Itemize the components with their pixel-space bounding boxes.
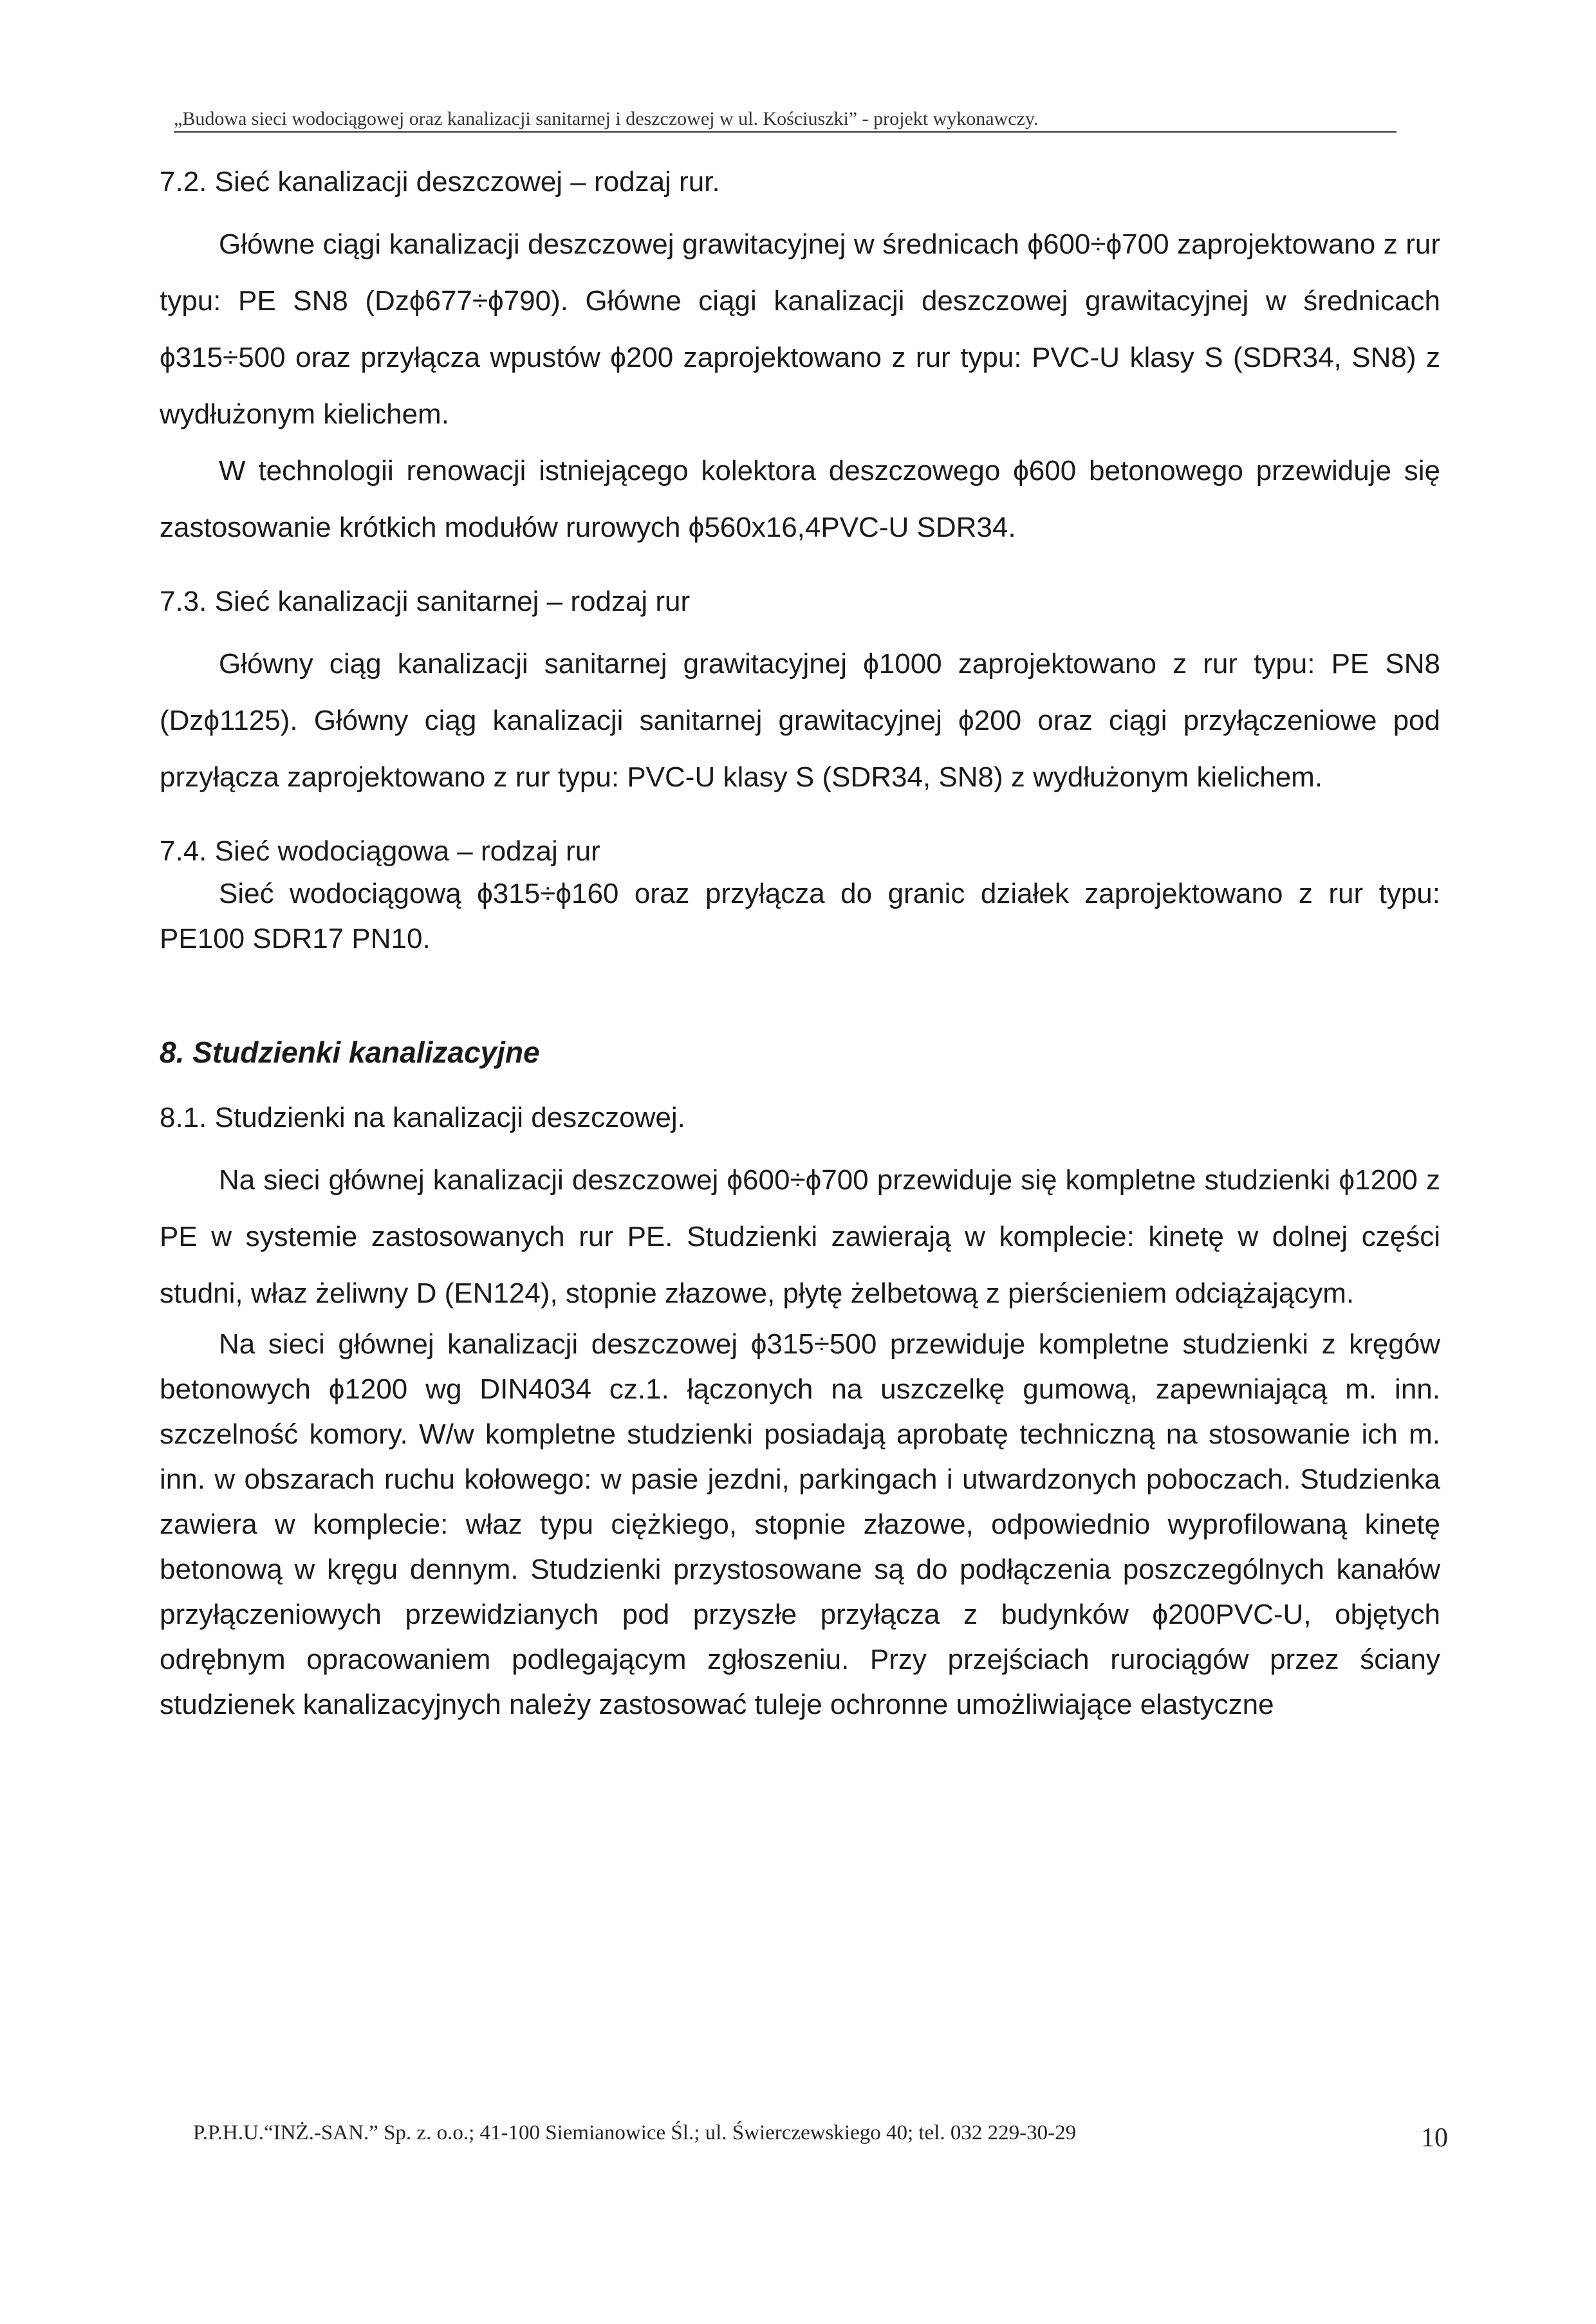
paragraph-7-2-1: Główne ciągi kanalizacji deszczowej grawitacyjnej w średnicach ϕ600÷ϕ700 zaprojektowano z rur typu: PE SN8 (Dzϕ677÷ϕ790). Główne ciągi kanalizacji deszczowej grawitacyjnej w średnicach ϕ315÷500 oraz przyłącza wpustów ϕ200 zaprojektowano z rur typu: PVC-U klasy S (SDR34, SN8) z wydłużonym kielichem. [160,228,1440,430]
paragraph-8-1-1: Na sieci głównej kanalizacji deszczowej ϕ600÷ϕ700 przewiduje się kompletne studzienki ϕ1200 z PE w systemie zastosowanych rur PE. Studzienki zawierają w komplecie: kinetę w dolnej części studni, właz żeliwny D (EN124), stopnie złazowe, płytę żelbetową z pierścieniem odciążającym. [160,1164,1440,1309]
page-footer [193,2121,1448,2153]
page-content [160,162,1440,1727]
paragraph-7-4-1: Sieć wodociągową ϕ315÷ϕ160 oraz przyłącza do granic działek zaprojektowano z rur typu: PE100 SDR17 PN10. [160,878,1440,954]
section-heading-7-3: 7.3. Sieć kanalizacji sanitarnej – rodzaj rur [160,586,691,617]
footer-company-info: P.P.H.U.“INŻ.-SAN.” Sp. z. o.o.; 41-100 Siemianowice Śl.; ul. Świerczewskiego 40; tel. 032 229-30-29 [193,2121,1077,2144]
section-heading-7-2: 7.2. Sieć kanalizacji deszczowej – rodzaj rur. [160,166,720,198]
paragraph-8-1-2: Na sieci głównej kanalizacji deszczowej ϕ315÷500 przewiduje kompletne studzienki z kręgów betonowych ϕ1200 wg DIN4034 cz.1. łączonych na uszczelkę gumową, zapewniającą m. inn. szczelność komory. W/w kompletne studzienki posiadają aprobatę techniczną na stosowanie ich m. inn. w obszarach ruchu kołowego: w pasie jezdni, parkingach i utwardzonych poboczach. Studzienka zawiera w komplecie: właz typu ciężkiego, stopnie złazowe, odpowiednio wyprofilowaną kinetę betonową w kręgu dennym. Studzienki przystosowane są do podłączenia poszczególnych kanałów przyłączeniowych przewidzianych pod przyszłe przyłącza z budynków ϕ200PVC-U, objętych odrębnym opracowaniem podlegającym zgłoszeniu. Przy przejściach rurociągów przez ściany studzienek kanalizacyjnych należy zastosować tuleje ochronne umożliwiające elastyczne [160,1328,1440,1720]
paragraph-7-2-2: W technologii renowacji istniejącego kolektora deszczowego ϕ600 betonowego przewiduje się zastosowanie krótkich modułów rurowych ϕ560x16,4PVC-U SDR34. [160,455,1440,543]
section-heading-7-4: 7.4. Sieć wodociągowa – rodzaj rur [160,835,600,867]
chapter-heading-8: 8. Studzienki kanalizacyjne [160,1036,540,1069]
page-number: 10 [1421,2123,1448,2153]
running-header: „Budowa sieci wodociągowej oraz kanalizacji sanitarnej i deszczowej w ul. Kościuszki” - projekt wykonawczy. [174,108,1396,133]
paragraph-7-3-1: Główny ciąg kanalizacji sanitarnej grawitacyjnej ϕ1000 zaprojektowano z rur typu: PE SN8 (Dzϕ1125). Główny ciąg kanalizacji sanitarnej grawitacyjnej ϕ200 oraz ciągi przyłączeniowe pod przyłącza zaprojektowano z rur typu: PVC-U klasy S (SDR34, SN8) z wydłużonym kielichem. [160,648,1440,793]
section-heading-8-1: 8.1. Studzienki na kanalizacji deszczowej. [160,1102,685,1133]
